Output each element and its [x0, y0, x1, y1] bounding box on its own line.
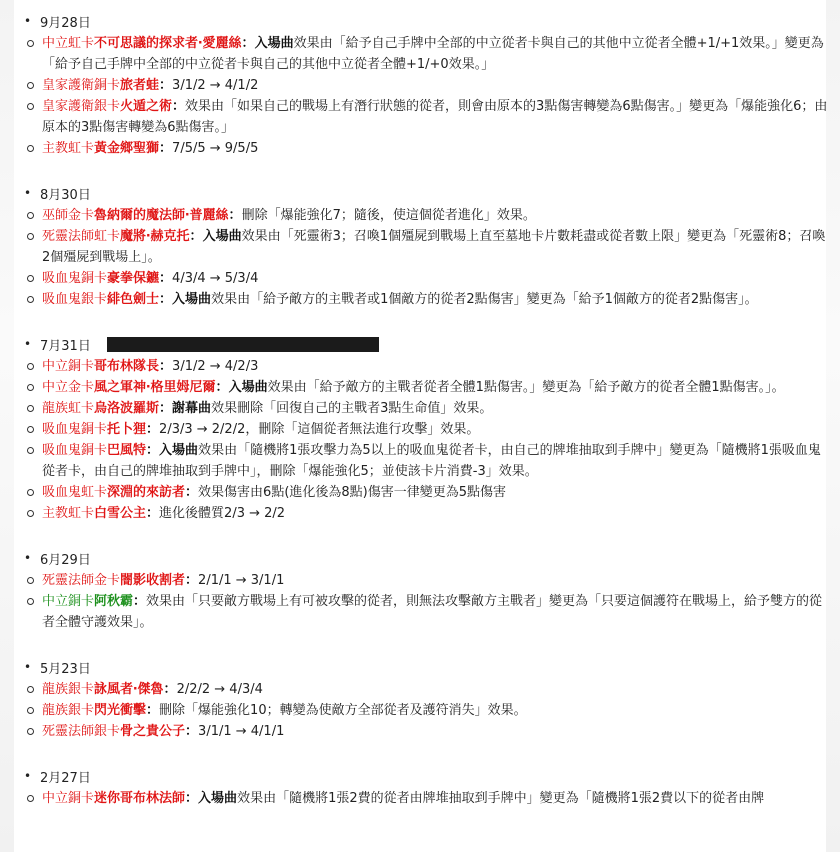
card-name: 闇影收割者 — [120, 573, 186, 588]
bullet-icon: • — [24, 551, 32, 565]
change-item — [24, 356, 830, 377]
change-description: 效果傷害由6點(進化後為8點)傷害一律變更為5點傷害 — [198, 485, 507, 500]
card-name: 烏洛波羅斯 — [94, 401, 160, 416]
change-description: 效果由「給予敵方的主戰者或1個敵方的從者2點傷害」變更為「給予1個敵方的從者2點傷害」。 — [211, 292, 758, 307]
date-heading — [24, 764, 830, 788]
separator: ： — [146, 443, 160, 458]
card-name: 火遁之術 — [120, 99, 173, 114]
card-class-rarity: 龍族銀卡 — [42, 703, 95, 718]
keyword: 謝幕曲 — [172, 401, 212, 416]
card-name: 哥布林隊長 — [94, 359, 160, 374]
card-name: 緋色劍士 — [107, 292, 160, 307]
card-class-rarity: 死靈法師虹卡 — [42, 229, 121, 244]
redacted-block — [107, 337, 379, 352]
change-description: 效果刪除「回復自己的主戰者3點生命值」效果。 — [211, 401, 493, 416]
change-list — [24, 788, 830, 809]
card-class-rarity: 主教虹卡 — [42, 141, 95, 156]
separator: ： — [215, 380, 229, 395]
date-label: 6月29日 — [40, 552, 91, 568]
separator: ： — [163, 682, 177, 697]
date-section — [24, 546, 830, 633]
separator: ： — [159, 401, 173, 416]
card-name: 深淵的來訪者 — [107, 485, 186, 500]
card-class-rarity: 龍族虹卡 — [42, 401, 95, 416]
separator: ： — [185, 724, 199, 739]
change-item — [24, 679, 830, 700]
change-item — [24, 591, 830, 633]
keyword: 入場曲 — [254, 36, 294, 51]
change-list — [24, 33, 830, 159]
change-description: 2/1/1 → 3/1/1 — [198, 573, 285, 588]
change-description: 7/5/5 → 9/5/5 — [172, 141, 259, 156]
card-class-rarity: 吸血鬼銅卡 — [42, 443, 108, 458]
date-label: 8月30日 — [40, 187, 91, 203]
change-item — [24, 138, 830, 159]
change-item — [24, 700, 830, 721]
date-section — [24, 9, 830, 159]
card-class-rarity: 皇家護衛銅卡 — [42, 78, 121, 93]
separator: ： — [146, 703, 160, 718]
change-description: 2/3/3 → 2/2/2，刪除「這個從者無法進行攻擊」效果。 — [159, 422, 480, 437]
card-class-rarity: 皇家護衛銀卡 — [42, 99, 121, 114]
card-name: 魔將‧赫克托 — [120, 229, 190, 244]
card-class-rarity: 吸血鬼銅卡 — [42, 271, 108, 286]
patch-notes-list — [24, 9, 830, 831]
card-name: 黃金鄉聖獅 — [94, 141, 160, 156]
change-item — [24, 503, 830, 524]
bullet-icon: • — [24, 186, 32, 200]
bullet-icon: • — [24, 14, 32, 28]
change-item — [24, 570, 830, 591]
date-label: 9月28日 — [40, 15, 91, 31]
date-section — [24, 181, 830, 310]
card-name: 豪拳保鑣 — [107, 271, 160, 286]
change-description: 效果由「給予自己手牌中全部的中立從者卡與自己的其他中立從者全體+1/+1效果。」變更為「給予自己手牌中全部的中立從者卡與自己的其他中立從者全體+1/+0效果。」 — [42, 36, 824, 72]
change-item — [24, 788, 830, 809]
separator: ： — [228, 208, 242, 223]
card-class-rarity: 吸血鬼銀卡 — [42, 292, 108, 307]
date-label: 5月23日 — [40, 661, 91, 677]
change-description: 效果由「死靈術3；召喚1個殭屍到戰場上直至墓地卡片數耗盡或從者數上限」變更為「死靈術8；召喚2個殭屍到戰場上」。 — [42, 229, 826, 265]
card-name: 旅者蛙 — [120, 78, 160, 93]
separator: ： — [189, 229, 203, 244]
change-list — [24, 570, 830, 633]
card-class-rarity: 巫師金卡 — [42, 208, 95, 223]
card-class-rarity: 龍族銀卡 — [42, 682, 95, 697]
change-description: 3/1/2 → 4/2/3 — [172, 359, 259, 374]
card-class-rarity: 吸血鬼銅卡 — [42, 422, 108, 437]
separator: ： — [146, 422, 160, 437]
change-item — [24, 398, 830, 419]
change-item — [24, 440, 830, 482]
change-item — [24, 289, 830, 310]
change-description: 效果由「隨機將1張2費的從者由牌堆抽取到手牌中」變更為「隨機將1張2費以下的從者由牌 — [237, 791, 765, 806]
change-description: 效果由「只要敵方戰場上有可被攻擊的從者，則無法攻擊敵方主戰者」變更為「只要這個護符在戰場上，給予雙方的從者全體守護效果」。 — [42, 594, 823, 630]
card-name: 白雪公主 — [94, 506, 147, 521]
card-class-rarity: 中立金卡 — [42, 380, 95, 395]
bullet-icon: • — [24, 660, 32, 674]
card-name: 托卜狸 — [107, 422, 147, 437]
date-heading — [24, 655, 830, 679]
change-description: 效果由「隨機將1張攻擊力為5以上的吸血鬼從者卡，由自己的牌堆抽取到手牌中」變更為「隨機將1張吸血鬼從者卡，由自己的牌堆抽取到手牌中」，刪除「爆能強化5；並使該卡片消費-3」效果。 — [42, 443, 821, 479]
change-list — [24, 205, 830, 310]
change-description: 4/3/4 → 5/3/4 — [172, 271, 259, 286]
card-name: 閃光衝擊 — [94, 703, 147, 718]
date-heading — [24, 332, 830, 356]
card-class-rarity: 死靈法師金卡 — [42, 573, 121, 588]
separator: ： — [159, 292, 173, 307]
change-item — [24, 377, 830, 398]
card-class-rarity: 中立銅卡 — [42, 791, 95, 806]
separator: ： — [185, 485, 199, 500]
separator: ： — [133, 594, 147, 609]
date-label: 7月31日 — [40, 338, 91, 354]
card-name: 阿秋霸 — [94, 594, 134, 609]
card-name: 詠風者‧傑魯 — [94, 682, 164, 697]
change-description: 2/2/2 → 4/3/4 — [176, 682, 263, 697]
change-item — [24, 205, 830, 226]
card-name: 魯納爾的魔法師‧普麗絲 — [94, 208, 229, 223]
change-description: 刪除「爆能強化7；隨後，使這個從者進化」效果。 — [241, 208, 536, 223]
card-class-rarity: 吸血鬼虹卡 — [42, 485, 108, 500]
change-list — [24, 679, 830, 742]
separator: ： — [146, 506, 160, 521]
card-name: 迷你哥布林法師 — [94, 791, 186, 806]
date-section — [24, 655, 830, 742]
keyword: 入場曲 — [172, 292, 212, 307]
date-section — [24, 764, 830, 809]
change-item — [24, 419, 830, 440]
card-name: 不可思議的探求者‧愛麗絲 — [94, 36, 242, 51]
card-name: 巴風特 — [107, 443, 147, 458]
date-label: 2月27日 — [40, 770, 91, 786]
card-class-rarity: 中立銅卡 — [42, 594, 95, 609]
separator: ： — [172, 99, 186, 114]
change-description: 刪除「爆能強化10；轉變為使敵方全部從者及護符消失」效果。 — [159, 703, 527, 718]
change-description: 效果由「如果自己的戰場上有潛行狀態的從者，則會由原本的3點傷害轉變為6點傷害。」變更為「爆能強化6；由原本的3點傷害轉變為6點傷害。」 — [42, 99, 828, 135]
date-section — [24, 332, 830, 524]
page-margin-left — [0, 0, 14, 852]
separator: ： — [159, 141, 173, 156]
keyword: 入場曲 — [159, 443, 199, 458]
change-item — [24, 482, 830, 503]
change-description: 進化後體質2/3 → 2/2 — [159, 506, 286, 521]
card-name: 風之軍神‧格里姆尼爾 — [94, 380, 216, 395]
change-description: 效果由「給予敵方的主戰者從者全體1點傷害。」變更為「給予敵方的從者全體1點傷害。」。 — [267, 380, 785, 395]
keyword: 入場曲 — [198, 791, 238, 806]
change-item — [24, 75, 830, 96]
separator: ： — [159, 78, 173, 93]
change-description: 3/1/1 → 4/1/1 — [198, 724, 285, 739]
date-heading — [24, 9, 830, 33]
date-heading — [24, 181, 830, 205]
keyword: 入場曲 — [202, 229, 242, 244]
bullet-icon: • — [24, 769, 32, 783]
change-list — [24, 356, 830, 524]
card-name: 骨之貴公子 — [120, 724, 186, 739]
change-description: 3/1/2 → 4/1/2 — [172, 78, 259, 93]
change-item — [24, 226, 830, 268]
card-class-rarity: 主教虹卡 — [42, 506, 95, 521]
change-item — [24, 721, 830, 742]
card-class-rarity: 中立虹卡 — [42, 36, 95, 51]
change-item — [24, 33, 830, 75]
bullet-icon: • — [24, 337, 32, 351]
keyword: 入場曲 — [228, 380, 268, 395]
date-heading — [24, 546, 830, 570]
change-item — [24, 268, 830, 289]
card-class-rarity: 死靈法師銀卡 — [42, 724, 121, 739]
change-item — [24, 96, 830, 138]
separator: ： — [159, 271, 173, 286]
separator: ： — [241, 36, 255, 51]
card-class-rarity: 中立銅卡 — [42, 359, 95, 374]
separator: ： — [185, 791, 199, 806]
separator: ： — [185, 573, 199, 588]
separator: ： — [159, 359, 173, 374]
